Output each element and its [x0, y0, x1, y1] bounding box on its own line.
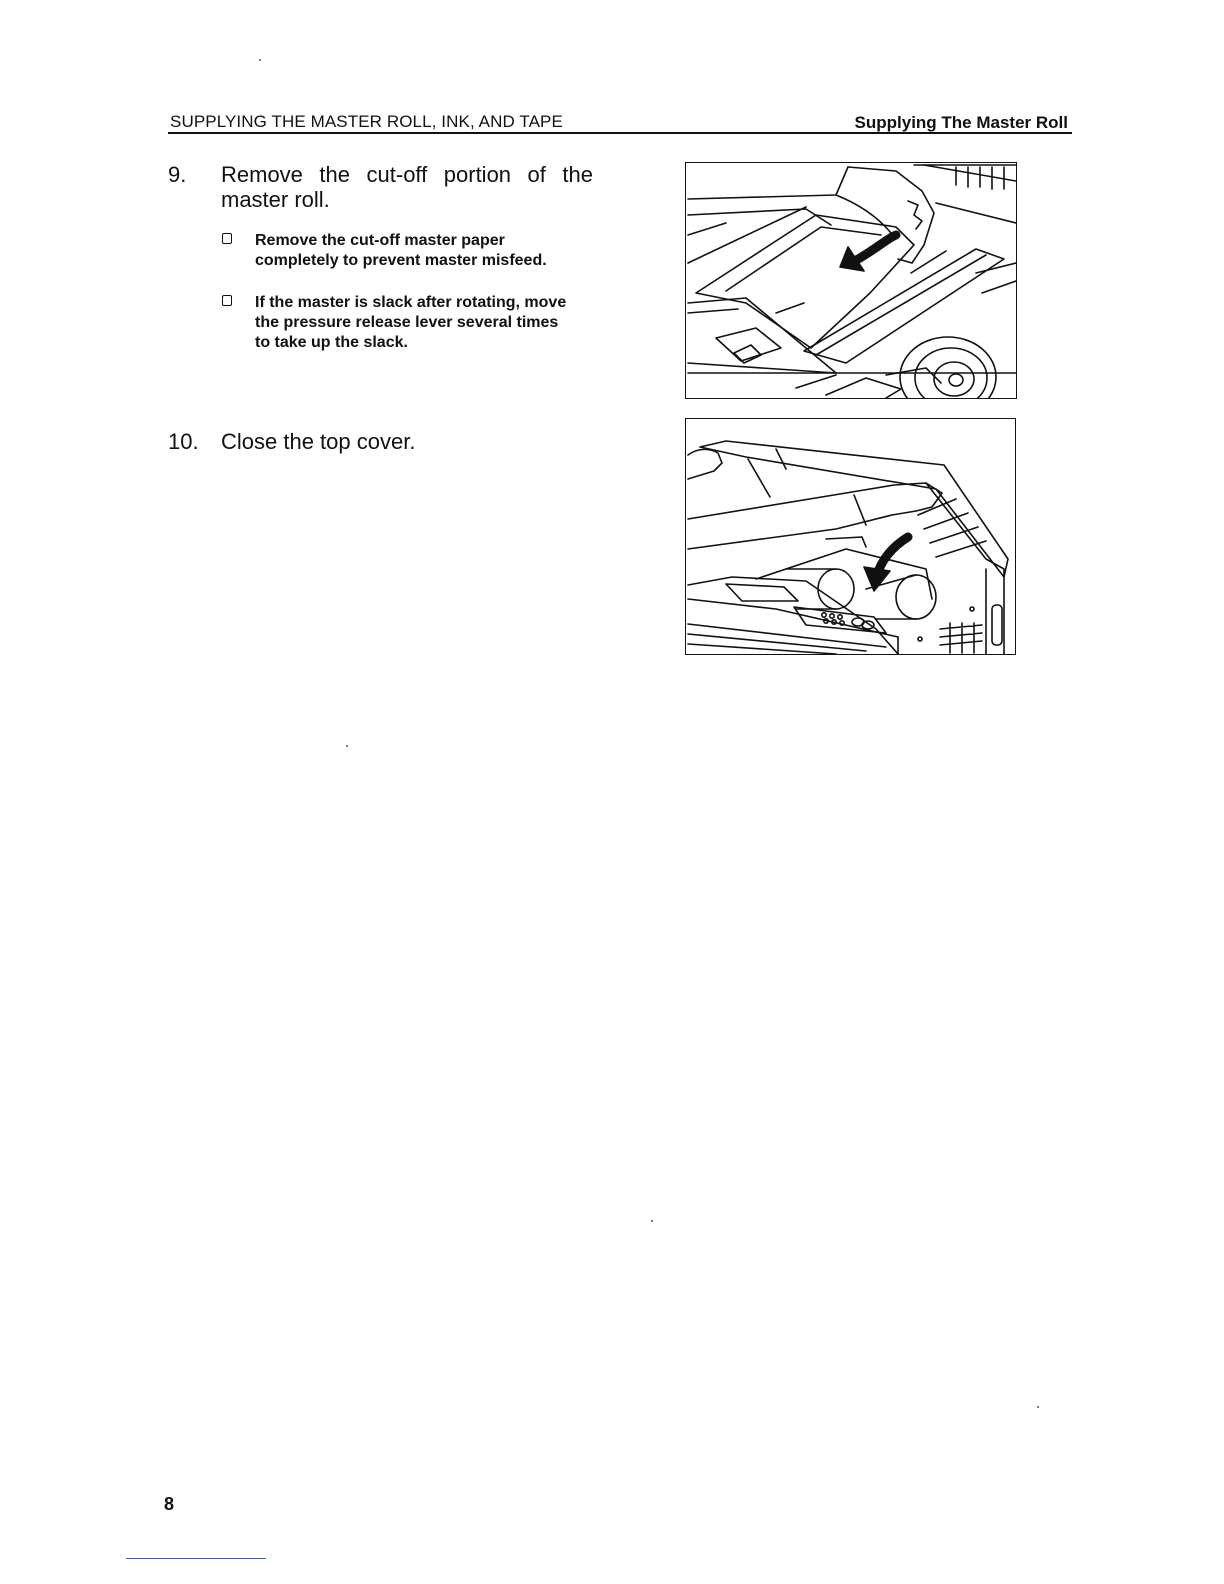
step-9-note-1: [222, 231, 602, 273]
step-9-number: 9.: [168, 162, 187, 187]
step-9-line-1: Remove the cut-off portion of the: [221, 162, 593, 187]
scan-speck: [259, 59, 261, 61]
note-1-line-1: Remove the cut-off master paper: [255, 232, 505, 249]
checkbox-bullet-icon: [222, 233, 232, 244]
scan-speck: [1037, 1406, 1039, 1408]
header-rule: [168, 132, 1072, 134]
step-9-note-2: [222, 293, 602, 355]
page-number: 8: [164, 1494, 175, 1514]
note-1-text: [255, 231, 605, 271]
subsection-title: Supplying The Master Roll: [854, 113, 1068, 132]
section-title: SUPPLYING THE MASTER ROLL, INK, AND TAPE: [170, 112, 563, 131]
step-9-line-2: master roll.: [221, 187, 330, 212]
scan-speck: [651, 1220, 653, 1222]
remove-master-paper-illustration: [685, 162, 1017, 399]
note-2-line-2: the pressure release lever several times: [255, 314, 559, 331]
note-2-text: [255, 293, 605, 353]
checkbox-bullet-icon: [222, 295, 232, 306]
scan-speck: [346, 745, 348, 747]
close-top-cover-illustration: [685, 418, 1016, 655]
note-2-line-1: If the master is slack after rotating, move: [255, 294, 567, 311]
step-10-instruction: Close the top cover.: [221, 429, 416, 454]
step-10-number: 10.: [168, 429, 199, 454]
note-1-line-2: completely to prevent master misfeed.: [255, 252, 547, 269]
footer-rule: [126, 1558, 266, 1559]
note-2-line-3: to take up the slack.: [255, 334, 408, 351]
step-9-instruction: [221, 162, 593, 212]
